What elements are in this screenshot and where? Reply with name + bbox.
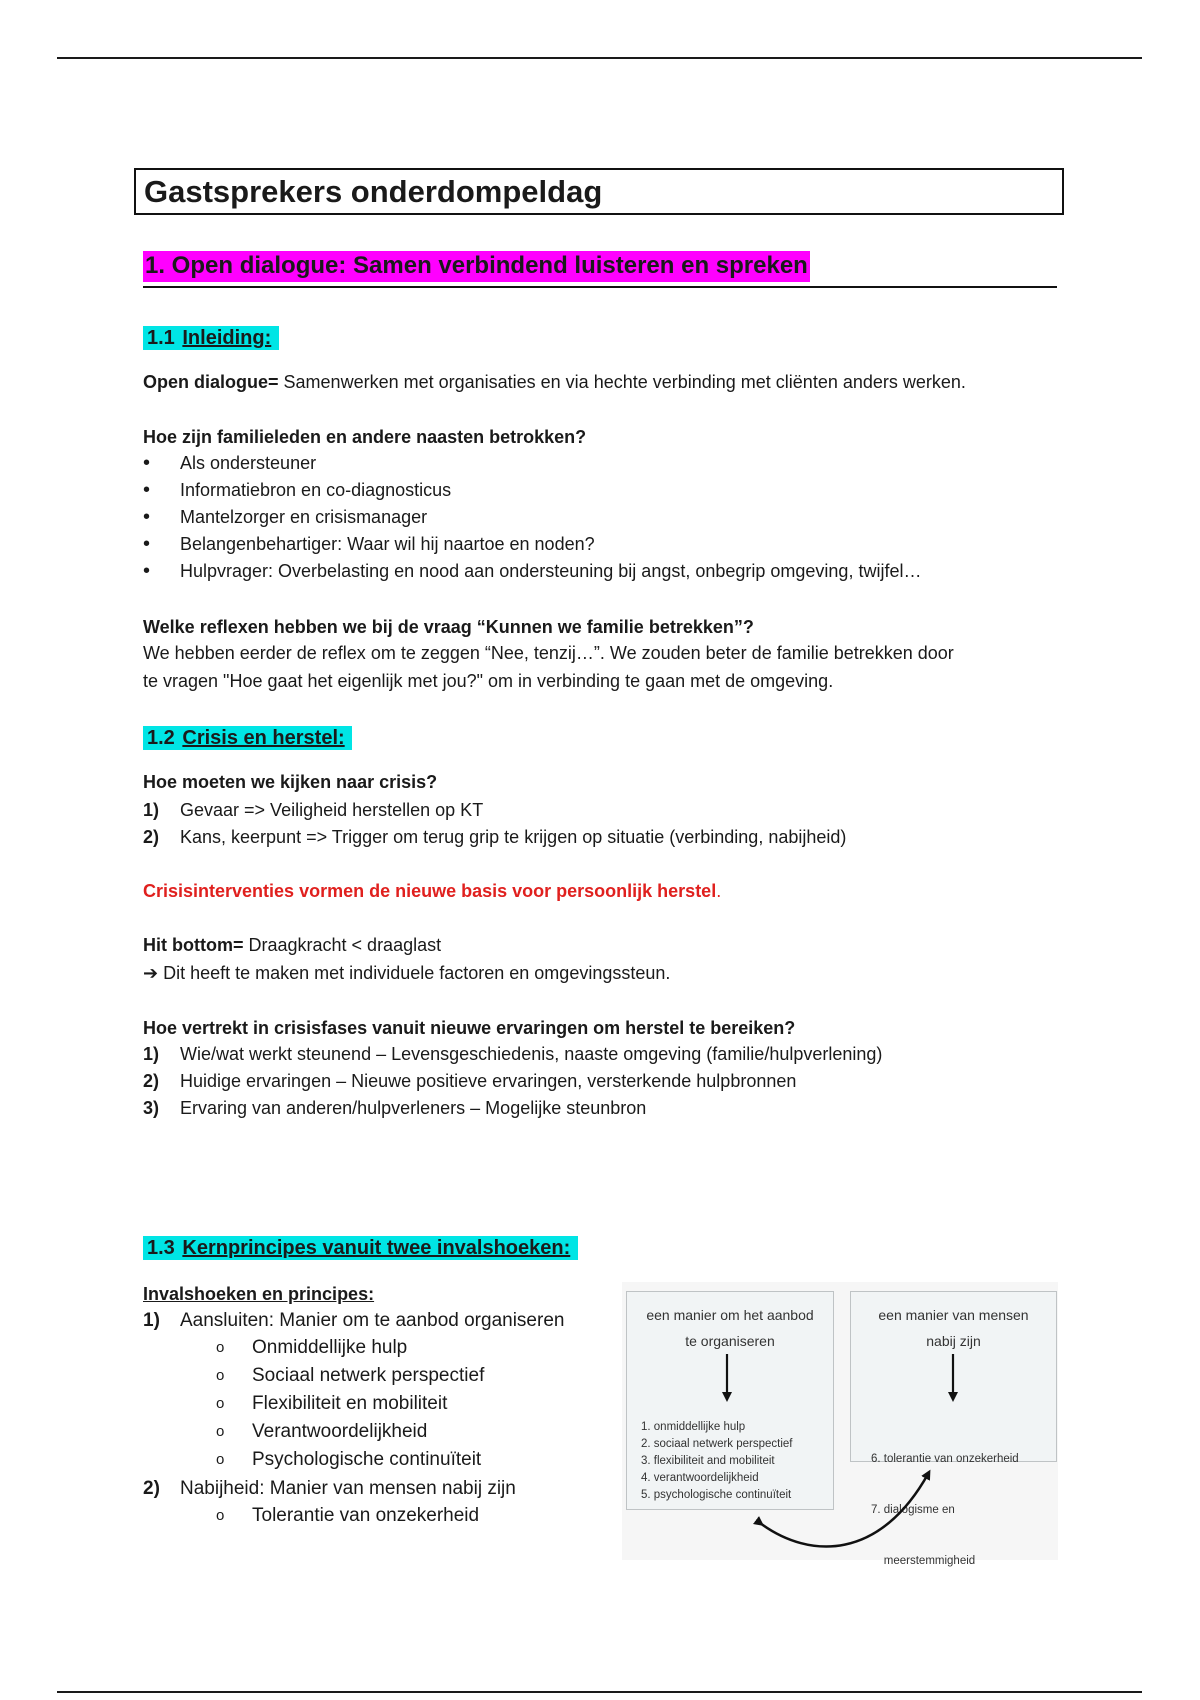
- box-list-item: meerstemmigheid: [871, 1555, 976, 1567]
- item-text: Kans, keerpunt => Trigger om terug grip te krijgen op situatie (verbinding, nabijheid): [180, 827, 847, 847]
- heading-number: 1.3: [147, 1237, 175, 1259]
- box-heading-line: een manier om het aanbod: [646, 1307, 814, 1323]
- box-list-item: 2. sociaal netwerk perspectief: [641, 1438, 793, 1450]
- list-item: • Mantelzorger en crisismanager: [143, 504, 921, 531]
- box-list-item: 3. flexibiliteit and mobiliteit: [641, 1455, 775, 1467]
- item-text: Nabijheid: Manier van mensen nabij zijn: [180, 1478, 516, 1499]
- question-family: Hoe zijn familieleden en andere naasten betrokken?: [143, 427, 587, 447]
- sub-list-item: o Onmiddellijke hulp: [214, 1334, 484, 1362]
- arrow-right-icon: ➔: [143, 963, 159, 983]
- box-list-item: 4. verantwoordelijkheid: [641, 1472, 759, 1484]
- item-text: Huidige ervaringen – Nieuwe positieve ervaringen, versterkende hulpbronnen: [180, 1071, 797, 1091]
- heading-number: 1.2: [147, 727, 175, 749]
- red-statement-period: .: [716, 881, 722, 901]
- sub-list-item: o Sociaal netwerk perspectief: [214, 1362, 484, 1390]
- page-title: Gastsprekers onderdompeldag: [134, 168, 1064, 215]
- principles-subheading-text: Invalshoeken en principes:: [143, 1284, 375, 1304]
- heading-text: Inleiding:: [182, 327, 272, 349]
- item-number: 1): [143, 800, 160, 820]
- question-crisis: Hoe moeten we kijken naar crisis?: [143, 772, 438, 792]
- sub-list-item: o Verantwoordelijkheid: [214, 1418, 484, 1446]
- list-item: • Belangenbehartiger: Waar wil hij naartoe en noden?: [143, 531, 921, 558]
- box-heading-line: te organiseren: [685, 1333, 775, 1349]
- definition-term: Open dialogue=: [143, 372, 279, 392]
- box-list-item: 7. dialogisme en: [871, 1504, 955, 1516]
- box-list-item: 6. tolerantie van onzekerheid: [871, 1453, 1019, 1465]
- item-number: 1): [143, 1044, 160, 1064]
- reflex-paragraph-line-2: te vragen "Hoe gaat het eigenlijk met jou?" om in verbinding te gaan met de omgeving.: [143, 671, 834, 691]
- list-item: • Hulpvrager: Overbelasting en nood aan ondersteuning bij angst, onbegrip omgeving, twijfel…: [143, 558, 921, 585]
- question-reflexes: Welke reflexen hebben we bij de vraag “Kunnen we familie betrekken”?: [143, 617, 754, 637]
- item-text: Wie/wat werkt steunend – Levensgeschiedenis, naaste omgeving (familie/hulpverlening): [180, 1044, 883, 1064]
- sub-list-item: o Tolerantie van onzekerheid: [214, 1502, 479, 1530]
- item-number: 3): [143, 1098, 160, 1118]
- hit-bottom-note-text: Dit heeft te maken met individuele factoren en omgevingssteun.: [158, 963, 671, 983]
- heading-text: Crisis en herstel:: [182, 727, 345, 749]
- reflex-paragraph-line-1: We hebben eerder de reflex om te zeggen “Nee, tenzij…”. We zouden beter de familie betrekken door: [143, 643, 954, 663]
- box-list-item: 1. onmiddellijke hulp: [641, 1421, 746, 1433]
- hit-bottom-text: Draagkracht < draaglast: [243, 935, 442, 955]
- red-statement-text: Crisisinterventies vormen de nieuwe basis voor persoonlijk herstel: [143, 881, 717, 901]
- definition-text: Samenwerken met organisaties en via hechte verbinding met cliënten anders werken.: [278, 372, 966, 392]
- heading-number: 1.1: [147, 327, 175, 349]
- item-number: 1): [143, 1310, 160, 1331]
- list-item: • Informatiebron en co-diagnosticus: [143, 477, 921, 504]
- box-list-item: 5. psychologische continuïteit: [641, 1489, 792, 1501]
- hit-bottom-term: Hit bottom=: [143, 935, 244, 955]
- item-text: Gevaar => Veiligheid herstellen op KT: [180, 800, 484, 820]
- item-text: Ervaring van anderen/hulpverleners – Mogelijke steunbron: [180, 1098, 647, 1118]
- heading-text: Kernprincipes vanuit twee invalshoeken:: [182, 1237, 571, 1259]
- sub-list-item: o Psychologische continuïteit: [214, 1446, 484, 1474]
- curved-double-arrow-icon: [760, 1474, 928, 1547]
- sub-list-item: o Flexibiliteit en mobiliteit: [214, 1390, 484, 1418]
- box-heading-line: nabij zijn: [926, 1333, 981, 1349]
- item-number: 2): [143, 827, 160, 847]
- item-number: 2): [143, 1478, 160, 1499]
- item-text: Aansluiten: Manier om te aanbod organiseren: [180, 1310, 565, 1331]
- box-heading-line: een manier van mensen: [878, 1307, 1029, 1323]
- list-item: • Als ondersteuner: [143, 450, 921, 477]
- section-1-heading-text: 1. Open dialogue: Samen verbindend luisteren en spreken: [143, 251, 810, 282]
- item-number: 2): [143, 1071, 160, 1091]
- question-recovery: Hoe vertrekt in crisisfases vanuit nieuwe ervaringen om herstel te bereiken?: [143, 1018, 796, 1038]
